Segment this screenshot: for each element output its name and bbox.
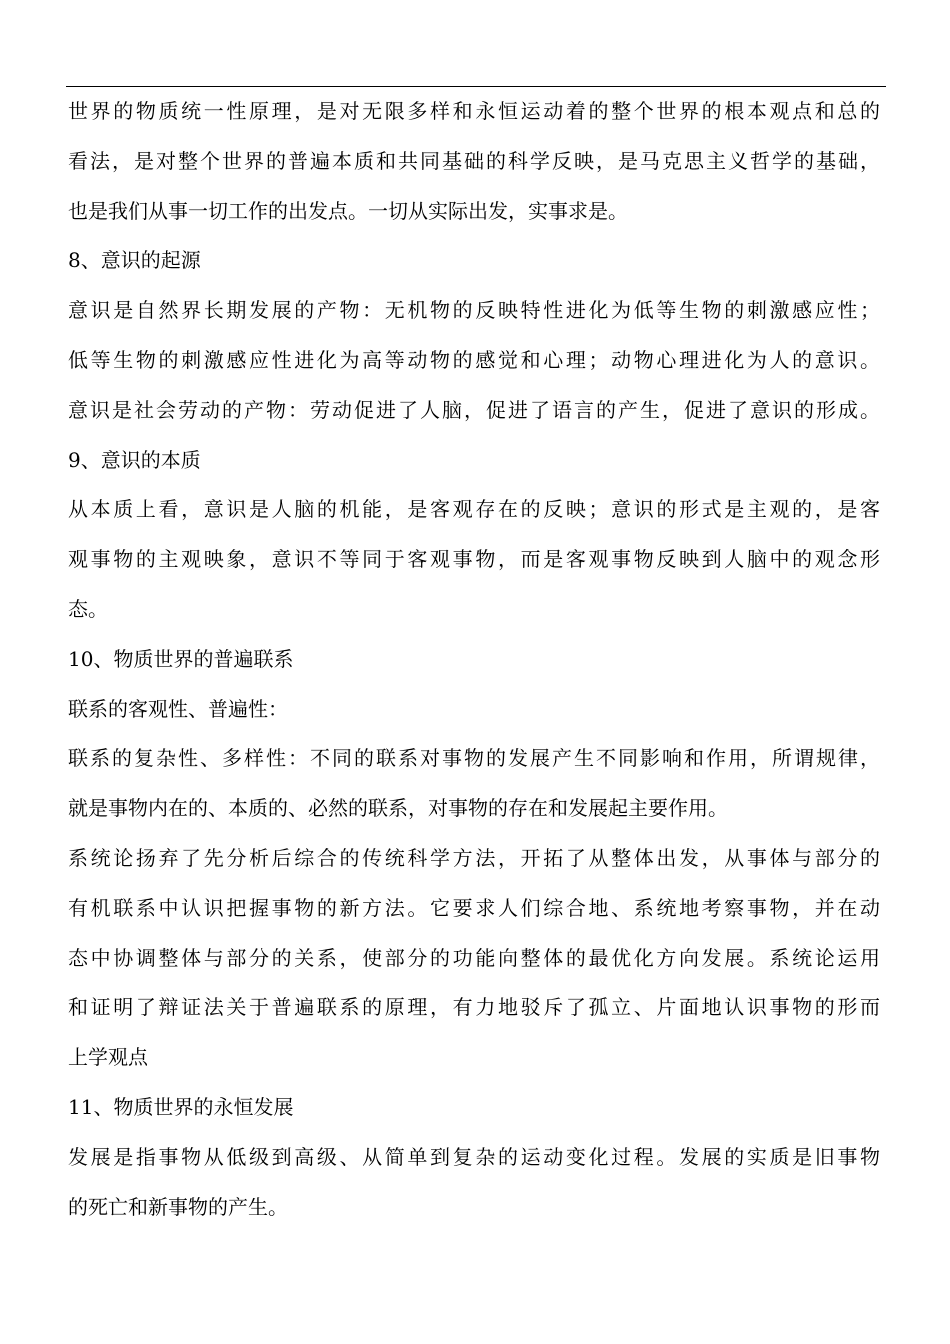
- document-body: [68, 87, 880, 1232]
- text-line: 也是我们从事一切工作的出发点。一切从实际出发，实事求是。: [68, 198, 628, 223]
- text-line: 就是事物内在的、本质的、必然的联系，对事物的存在和发展起主要作用。: [68, 796, 728, 821]
- text-line: 的死亡和新事物的产生。: [68, 1194, 288, 1219]
- text-line: 上学观点: [68, 1045, 148, 1070]
- text-line: 和证明了辩证法关于普遍联系的原理，有力地驳斥了孤立、片面地认识事物的形而: [68, 995, 880, 1020]
- section-heading: 11、物质世界的永恒发展: [68, 1094, 294, 1119]
- text-line: 发展是指事物从低级到高级、从简单到复杂的运动变化过程。发展的实质是旧事物: [68, 1144, 880, 1169]
- text-line: 系统论扬弃了先分析后综合的传统科学方法，开拓了从整体出发，从事体与部分的: [68, 845, 880, 870]
- text-line: 世界的物质统一性原理，是对无限多样和永恒运动着的整个世界的根本观点和总的: [68, 99, 880, 123]
- section-heading: 8、意识的起源: [68, 248, 201, 273]
- text-line: 从本质上看，意识是人脑的机能，是客观存在的反映；意识的形式是主观的，是客: [68, 497, 880, 522]
- text-line: 看法，是对整个世界的普遍本质和共同基础的科学反映，是马克思主义哲学的基础，: [68, 148, 880, 173]
- text-line: 意识是社会劳动的产物：劳动促进了人脑，促进了语言的产生，促进了意识的形成。: [68, 397, 880, 422]
- text-line: 态。: [68, 596, 108, 621]
- text-line: 意识是自然界长期发展的产物：无机物的反映特性进化为低等生物的刺激感应性；: [68, 298, 880, 323]
- text-line: 低等生物的刺激感应性进化为高等动物的感觉和心理；动物心理进化为人的意识。: [68, 347, 880, 372]
- text-line: 有机联系中认识把握事物的新方法。它要求人们综合地、系统地考察事物，并在动: [68, 895, 880, 920]
- section-heading: 10、物质世界的普遍联系: [68, 646, 294, 671]
- text-line: 态中协调整体与部分的关系，使部分的功能向整体的最优化方向发展。系统论运用: [68, 945, 880, 970]
- text-line: 联系的客观性、普遍性：: [68, 696, 288, 721]
- text-line: 观事物的主观映象，意识不等同于客观事物，而是客观事物反映到人脑中的观念形: [68, 547, 880, 572]
- text-line: 联系的复杂性、多样性：不同的联系对事物的发展产生不同影响和作用，所谓规律，: [68, 746, 880, 771]
- section-heading: 9、意识的本质: [68, 447, 201, 472]
